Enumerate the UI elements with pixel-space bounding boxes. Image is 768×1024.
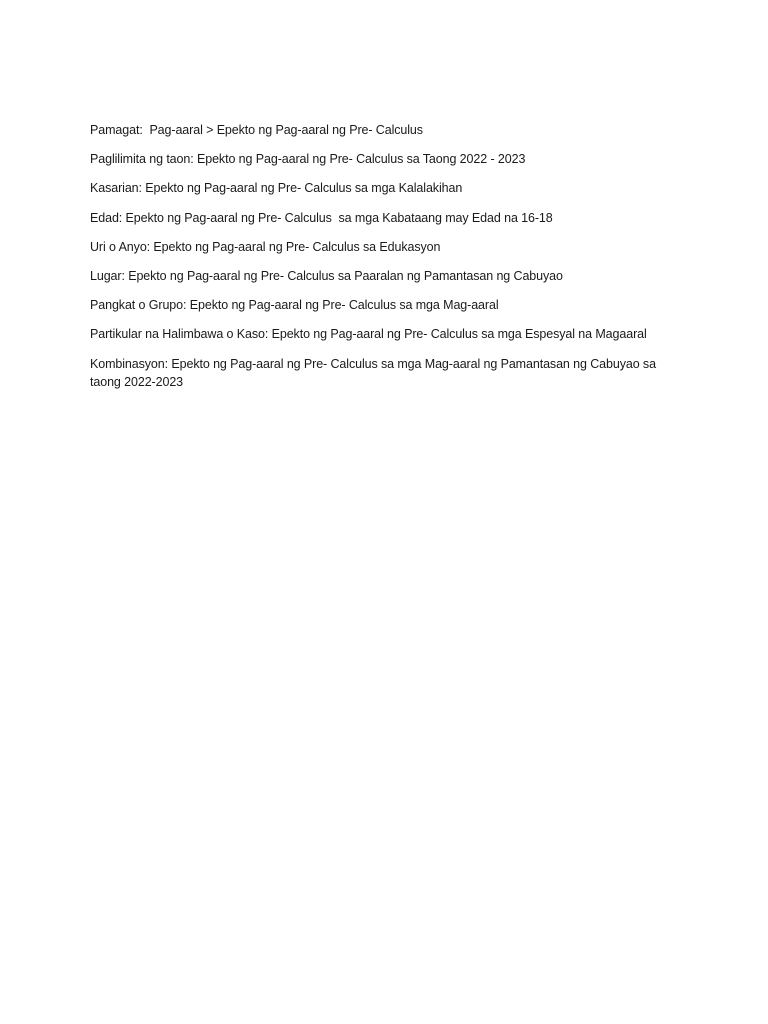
line-partikular-na-halimbawa: Partikular na Halimbawa o Kaso: Epekto ng Pag-aaral ng Pre- Calculus sa mga Espesyal na Magaaral: [90, 327, 647, 342]
line-pangkat-o-grupo: Pangkat o Grupo: Epekto ng Pag-aaral ng Pre- Calculus sa mga Mag-aaral: [90, 298, 499, 313]
line-uri-o-anyo: Uri o Anyo: Epekto ng Pag-aaral ng Pre- Calculus sa Edukasyon: [90, 239, 441, 254]
line-paglilimita-ng-taon: Paglilimita ng taon: Epekto ng Pag-aaral ng Pre- Calculus sa Taong 2022 - 2023: [90, 152, 526, 167]
line-lugar: Lugar: Epekto ng Pag-aaral ng Pre- Calculus sa Paaralan ng Pamantasan ng Cabuyao: [90, 268, 563, 283]
line-pamagat: Pamagat: Pag-aaral > Epekto ng Pag-aaral ng Pre- Calculus: [90, 123, 423, 137]
line-kombinasyon: Kombinasyon: Epekto ng Pag-aaral ng Pre- Calculus sa mga Mag-aaral ng Pamantasan ng Cabuyao sa taong 2022-2023: [90, 356, 660, 389]
line-kasarian: Kasarian: Epekto ng Pag-aaral ng Pre- Calculus sa mga Kalalakihan: [90, 181, 463, 196]
line-edad: Edad: Epekto ng Pag-aaral ng Pre- Calculus sa mga Kabataang may Edad na 16-18: [90, 210, 553, 225]
document-body: [90, 121, 670, 391]
